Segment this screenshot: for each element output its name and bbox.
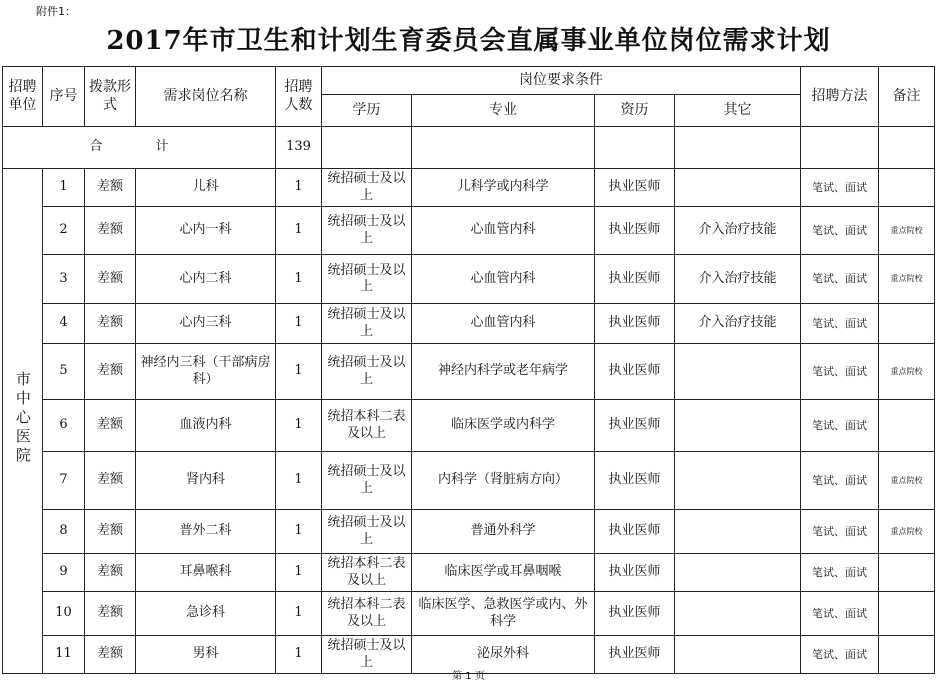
other-cell: 介入治疗技能 <box>675 207 801 255</box>
other-cell: 介入治疗技能 <box>675 255 801 304</box>
table-row <box>3 510 935 554</box>
major-cell: 心血管内科 <box>412 207 595 255</box>
note-cell: 重点院校 <box>879 344 935 400</box>
qualification-cell: 执业医师 <box>595 255 675 304</box>
count-cell: 1 <box>276 255 322 304</box>
total-count: 139 <box>276 127 322 169</box>
position-cell: 男科 <box>136 636 276 674</box>
funding-cell: 差额 <box>85 400 136 452</box>
table-row <box>3 554 935 592</box>
education-cell: 统招硕士及以上 <box>322 510 412 554</box>
count-cell: 1 <box>276 636 322 674</box>
other-cell <box>675 452 801 510</box>
education-cell: 统招硕士及以上 <box>322 255 412 304</box>
count-cell: 1 <box>276 344 322 400</box>
attachment-label: 附件1： <box>36 5 76 18</box>
method-cell: 笔试、面试 <box>801 636 879 674</box>
funding-cell: 差额 <box>85 510 136 554</box>
method-cell: 笔试、面试 <box>801 592 879 636</box>
major-cell: 临床医学或耳鼻咽喉 <box>412 554 595 592</box>
header-method: 招聘方法 <box>801 67 879 127</box>
header-position: 需求岗位名称 <box>136 67 276 127</box>
education-cell: 统招硕士及以上 <box>322 344 412 400</box>
header-other: 其它 <box>675 95 801 127</box>
count-cell: 1 <box>276 592 322 636</box>
position-cell: 心内三科 <box>136 304 276 344</box>
qualification-cell: 执业医师 <box>595 304 675 344</box>
funding-cell: 差额 <box>85 452 136 510</box>
count-cell: 1 <box>276 169 322 207</box>
other-cell <box>675 554 801 592</box>
header-funding: 拨款形式 <box>85 67 136 127</box>
qualification-cell: 执业医师 <box>595 207 675 255</box>
qualification-cell: 执业医师 <box>595 510 675 554</box>
table-row <box>3 207 935 255</box>
header-count: 招聘人数 <box>276 67 322 127</box>
funding-cell: 差额 <box>85 592 136 636</box>
method-cell: 笔试、面试 <box>801 400 879 452</box>
method-cell: 笔试、面试 <box>801 207 879 255</box>
position-cell: 急诊科 <box>136 592 276 636</box>
seq-cell: 11 <box>43 636 85 674</box>
position-cell: 儿科 <box>136 169 276 207</box>
major-cell: 临床医学或内科学 <box>412 400 595 452</box>
header-qualification: 资历 <box>595 95 675 127</box>
count-cell: 1 <box>276 554 322 592</box>
education-cell: 统招本科二表及以上 <box>322 400 412 452</box>
note-cell: 重点院校 <box>879 510 935 554</box>
qualification-cell: 执业医师 <box>595 400 675 452</box>
education-cell: 统招硕士及以上 <box>322 169 412 207</box>
note-cell <box>879 554 935 592</box>
major-cell: 儿科学或内科学 <box>412 169 595 207</box>
recruiting-unit-cell <box>3 169 43 674</box>
count-cell: 1 <box>276 400 322 452</box>
major-cell: 神经内科学或老年病学 <box>412 344 595 400</box>
position-cell: 耳鼻喉科 <box>136 554 276 592</box>
note-cell <box>879 169 935 207</box>
count-cell: 1 <box>276 304 322 344</box>
seq-cell: 6 <box>43 400 85 452</box>
position-cell: 普外二科 <box>136 510 276 554</box>
header-education: 学历 <box>322 95 412 127</box>
funding-cell: 差额 <box>85 207 136 255</box>
note-cell: 重点院校 <box>879 255 935 304</box>
position-cell: 血液内科 <box>136 400 276 452</box>
table-row <box>3 592 935 636</box>
education-cell: 统招硕士及以上 <box>322 207 412 255</box>
position-cell: 肾内科 <box>136 452 276 510</box>
funding-cell: 差额 <box>85 344 136 400</box>
note-cell: 重点院校 <box>879 207 935 255</box>
education-cell: 统招硕士及以上 <box>322 304 412 344</box>
total-label: 合 计 <box>3 127 276 169</box>
table-row <box>3 400 935 452</box>
other-cell <box>675 169 801 207</box>
table-row <box>3 169 935 207</box>
method-cell: 笔试、面试 <box>801 554 879 592</box>
other-cell <box>675 400 801 452</box>
major-cell: 心血管内科 <box>412 304 595 344</box>
table-row <box>3 255 935 304</box>
funding-cell: 差额 <box>85 169 136 207</box>
header-unit: 招聘单位 <box>3 67 43 127</box>
header-requirements: 岗位要求条件 <box>322 67 801 95</box>
position-plan-table <box>2 66 935 674</box>
funding-cell: 差额 <box>85 255 136 304</box>
method-cell: 笔试、面试 <box>801 169 879 207</box>
education-cell: 统招本科二表及以上 <box>322 592 412 636</box>
qualification-cell: 执业医师 <box>595 452 675 510</box>
header-note: 备注 <box>879 67 935 127</box>
major-cell: 泌尿外科 <box>412 636 595 674</box>
method-cell: 笔试、面试 <box>801 452 879 510</box>
major-cell: 内科学（肾脏病方向） <box>412 452 595 510</box>
seq-cell: 10 <box>43 592 85 636</box>
major-cell: 普通外科学 <box>412 510 595 554</box>
method-cell: 笔试、面试 <box>801 510 879 554</box>
other-cell: 介入治疗技能 <box>675 304 801 344</box>
seq-cell: 4 <box>43 304 85 344</box>
count-cell: 1 <box>276 452 322 510</box>
header-major: 专业 <box>412 95 595 127</box>
education-cell: 统招硕士及以上 <box>322 452 412 510</box>
recruiting-unit-name: 市中心医院 <box>13 370 32 466</box>
note-cell <box>879 400 935 452</box>
header-seq: 序号 <box>43 67 85 127</box>
table-row <box>3 304 935 344</box>
funding-cell: 差额 <box>85 304 136 344</box>
position-cell: 心内一科 <box>136 207 276 255</box>
method-cell: 笔试、面试 <box>801 304 879 344</box>
qualification-cell: 执业医师 <box>595 344 675 400</box>
other-cell <box>675 344 801 400</box>
position-cell: 神经内三科（干部病房科） <box>136 344 276 400</box>
education-cell: 统招硕士及以上 <box>322 636 412 674</box>
seq-cell: 7 <box>43 452 85 510</box>
qualification-cell: 执业医师 <box>595 554 675 592</box>
major-cell: 临床医学、急救医学或内、外科学 <box>412 592 595 636</box>
note-cell: 重点院校 <box>879 452 935 510</box>
method-cell: 笔试、面试 <box>801 255 879 304</box>
page-title: 2017年市卫生和计划生育委员会直属事业单位岗位需求计划 <box>106 26 831 56</box>
seq-cell: 8 <box>43 510 85 554</box>
count-cell: 1 <box>276 510 322 554</box>
qualification-cell: 执业医师 <box>595 592 675 636</box>
page-number: 第 1 页 <box>452 671 485 682</box>
table-row <box>3 452 935 510</box>
seq-cell: 5 <box>43 344 85 400</box>
note-cell <box>879 592 935 636</box>
major-cell: 心血管内科 <box>412 255 595 304</box>
qualification-cell: 执业医师 <box>595 169 675 207</box>
funding-cell: 差额 <box>85 636 136 674</box>
education-cell: 统招本科二表及以上 <box>322 554 412 592</box>
seq-cell: 2 <box>43 207 85 255</box>
qualification-cell: 执业医师 <box>595 636 675 674</box>
seq-cell: 9 <box>43 554 85 592</box>
other-cell <box>675 510 801 554</box>
funding-cell: 差额 <box>85 554 136 592</box>
count-cell: 1 <box>276 207 322 255</box>
table-row <box>3 344 935 400</box>
seq-cell: 3 <box>43 255 85 304</box>
other-cell <box>675 592 801 636</box>
total-row <box>3 127 935 169</box>
seq-cell: 1 <box>43 169 85 207</box>
note-cell <box>879 304 935 344</box>
method-cell: 笔试、面试 <box>801 344 879 400</box>
position-cell: 心内二科 <box>136 255 276 304</box>
